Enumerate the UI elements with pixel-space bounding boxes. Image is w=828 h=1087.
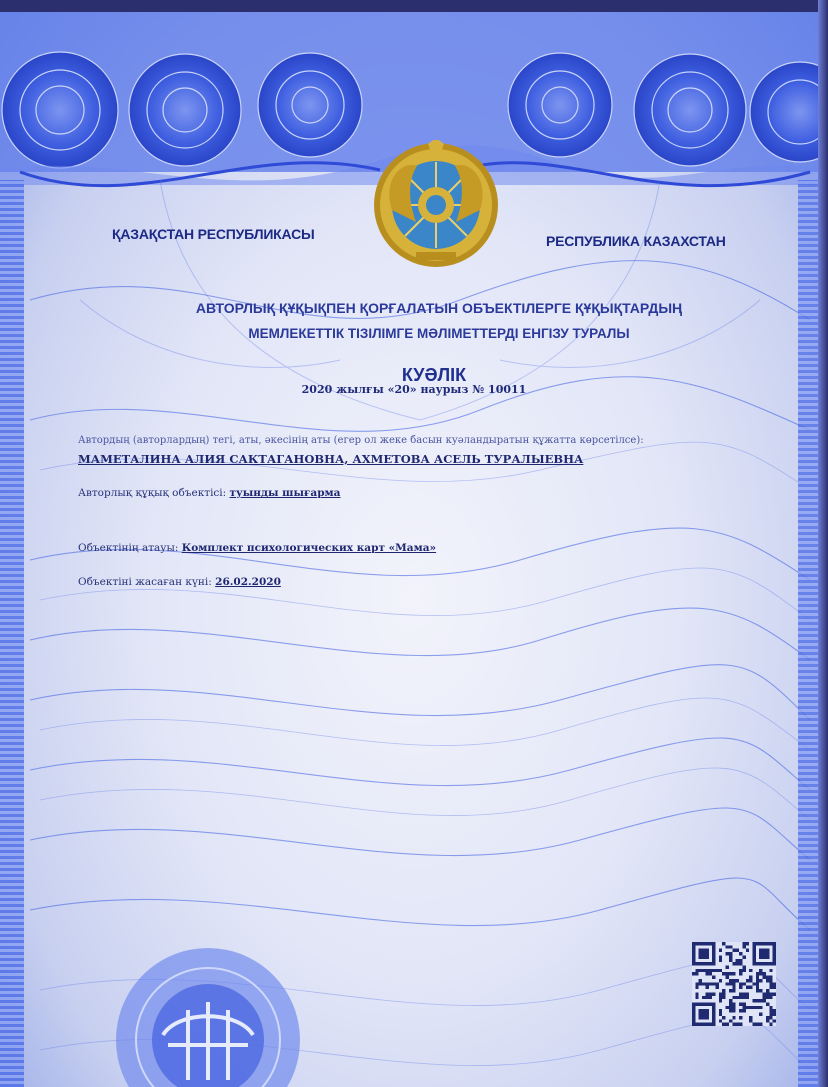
screen-edge-right <box>818 0 828 1087</box>
office-seal-icon <box>108 940 308 1087</box>
state-emblem-icon <box>372 140 500 270</box>
object-name-label: Объектінің атауы: <box>78 542 179 554</box>
country-name-russian: РЕСПУБЛИКА КАЗАХСТАН <box>546 233 726 249</box>
creation-date-value: 26.02.2020 <box>215 576 281 588</box>
certificate-title-line-2: МЕМЛЕКЕТТІК ТІЗІЛІМГЕ МӘЛІМЕТТЕРДІ ЕНГІЗУ ТУРАЛЫ <box>248 326 630 341</box>
authors-value: МАМЕТАЛИНА АЛИЯ САКТАГАНОВНА, АХМЕТОВА АСЕЛЬ ТУРАЛЫЕВНА <box>78 452 584 466</box>
guilloche-border-right <box>798 180 818 1087</box>
document-name: КУӘЛІК <box>401 365 467 385</box>
certificate-title-line-1: АВТОРЛЫҚ ҚҰҚЫҚПЕН ҚОРҒАЛАТЫН ОБЪЕКТІЛЕРГЕ ҚҰҚЫҚТАРДЫҢ <box>195 300 683 316</box>
document-number: 2020 жылғы «20» наурыз № 10011 <box>301 383 527 396</box>
object-type-value: туынды шығарма <box>229 487 341 499</box>
object-name-value: Комплект психологических карт «Мама» <box>181 542 437 554</box>
object-name-row <box>78 542 436 554</box>
creation-date-label: Объектіні жасаған күні: <box>78 576 212 588</box>
qr-code-icon <box>692 942 776 1026</box>
guilloche-border-left <box>0 180 24 1087</box>
qr-code <box>692 942 776 1026</box>
authors-label: Автордың (авторлардың) тегі, аты, әкесінің аты (егер ол жеке басын куәландыратын құжатта көрсетілсе): <box>78 435 644 446</box>
creation-date-row <box>78 576 281 588</box>
country-name-kazakh: ҚАЗАҚСТАН РЕСПУБЛИКАСЫ <box>112 226 315 242</box>
object-type-label: Авторлық құқық объектісі: <box>78 487 227 499</box>
object-type-row <box>78 487 340 499</box>
